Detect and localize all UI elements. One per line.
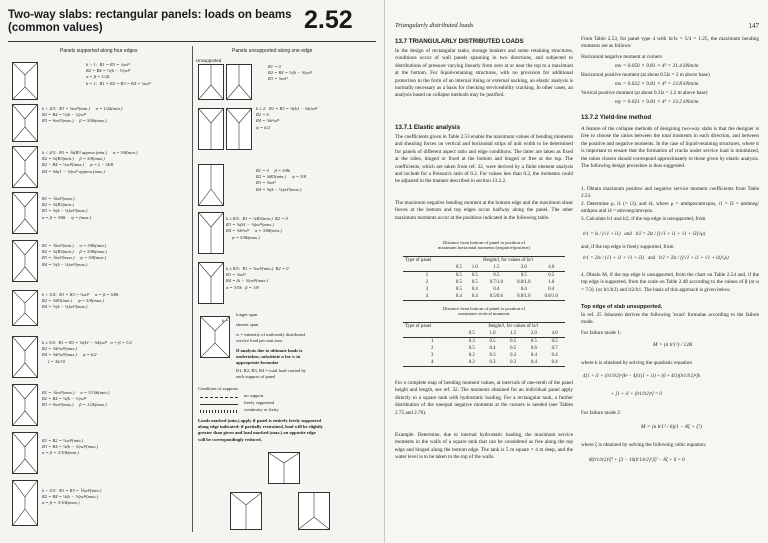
table1-caption-2: maximum horizontal moments (negative/positive)	[438, 245, 530, 250]
table-cell: 0.2	[468, 360, 475, 365]
table-cell: 0.6	[530, 346, 537, 351]
table-cell: 0.5	[530, 339, 537, 344]
paragraph: In ref. 25 Johansen derives the following 'exact' formulae according to the failure mode.	[581, 312, 759, 326]
paragraph: For failure mode 2:	[581, 410, 622, 416]
table-cell: 0.3	[489, 360, 496, 365]
table-row	[403, 286, 565, 293]
table-header: 1.5	[510, 331, 517, 336]
table-cell: 0.8/1.0	[517, 294, 531, 299]
table-cell: 0.4	[551, 360, 558, 365]
table-cell: 0.4	[530, 360, 537, 365]
table-header: Height/l, for values of lz/l	[488, 324, 539, 329]
table-cell: 0.4	[489, 346, 496, 351]
table-cell: 0.5	[471, 273, 478, 278]
panel-diagram	[198, 212, 224, 254]
table-cell: 0.3	[489, 353, 496, 358]
table-row	[403, 345, 565, 352]
panel-diagram	[226, 64, 252, 100]
paragraph: and, if the top edge is freely supported, from	[581, 244, 674, 250]
table-cell: 4	[431, 360, 434, 365]
formula-row: R1 = ⅙wl²(max.) R2 = ⅛(R3(min.) R3 = ⅛(k − ⅛)wl²(max.) α = β = 3/8k ψ = (max.)	[42, 196, 92, 220]
panel-diagram	[198, 64, 224, 100]
table-cell: 0.4	[530, 353, 537, 358]
formula-row: R1 = 0 R2 = R4 = ½(k − ⅛)wl² R3 = ⅛wl²	[268, 64, 313, 82]
table-cell: 0.5	[551, 339, 558, 344]
formula-row: k ≤ 5/4: R1 = R3 = ⅛(k1 − ⅛k)wl² α = β = 1/2 R2 = ⅛k²wl²(max.) R4 = ⅛k²wl²(max.) ψ = k/2 ζ = 3k/10	[42, 340, 132, 364]
table-cell: 0.4	[520, 287, 527, 292]
footnote: Loads marked (min.) apply if panel is entirely freely supported along edge indicated: if partially restrained, load will be slightly greater than given and load marked (max.) on opposite edge will be correspondingly reduced.	[198, 418, 323, 442]
freely-supported-line	[200, 404, 238, 405]
panel-diagram	[226, 108, 252, 150]
table-header: 4.0	[551, 331, 558, 336]
table-header: 0.5	[468, 331, 475, 336]
table-cell: 0.3	[510, 353, 517, 358]
small-diagram	[230, 492, 262, 530]
paragraph: Horizontal negative moment at corners	[581, 54, 662, 60]
panel-diagram	[12, 432, 38, 474]
title-line-1: Two-way slabs: rectangular panels: loads on beams	[8, 9, 292, 21]
table-cell: 0.5	[489, 339, 496, 344]
step: 3. Calculate lr1 and lr2, if the top edge is unsupported, from	[581, 216, 706, 222]
panel-diagram	[12, 146, 38, 188]
table-cell: 0.8/1.0	[544, 294, 558, 299]
equation: 4[1 + i1 + (lr1/lr2)²]k² − 4[i1(1 + i1) + (6 + 4i1)(lr1/lr2)²]k	[583, 374, 701, 379]
table-row	[403, 279, 565, 286]
col-head-left: Panels supported along four edges	[60, 48, 138, 54]
section-heading: 13.7.1 Elastic analysis	[395, 124, 461, 131]
table1-caption	[403, 240, 565, 250]
table2-caption	[403, 306, 565, 316]
table-header: 2.0	[530, 331, 537, 336]
fixity-line	[200, 410, 238, 413]
equation: 8(lr1/lr2)²ζ³ + [3 − 16(lr1/lr2)²]ζ² − 8ζ + 6 = 0	[589, 458, 685, 463]
paragraph: where k is obtained by solving the quadratic equation	[581, 360, 692, 366]
key-r: R1, R2, R3, R4 = total load carried by each support of panel	[236, 368, 307, 380]
table-cell: 0.7	[551, 346, 558, 351]
paragraph: For a complete map of bending moment values, at intervals of one-tenth of the panel height and length, see ref. 32. The moments obtained for an individual panel apply directly to a square tank with hydrostatic loading. For a rectangular tank, a further distribution of the unequal negative moments at the corners is needed (see Tables 2.75 and 2.76).	[395, 380, 573, 416]
table-row	[403, 272, 565, 280]
paragraph: The maximum negative bending moment at the bottom edge and the maximum shear forces at the bottom and top edges occur halfway along the panel. The other maximum moments occur at the positions indicated in the following table.	[395, 200, 573, 221]
right-page-number: 147	[748, 22, 759, 30]
formula-row: k < 5/3: R1 = R3 = ⅙wl²(min.) R2 = R4 = ⅛(k − ⅛)wl²(max.) α = β = 3/10k(max.)	[42, 488, 102, 506]
table-cell	[403, 264, 451, 272]
paragraph: where ζ is obtained by solving the following cubic equation:	[581, 442, 707, 448]
panel-diagram	[12, 62, 38, 100]
step: 2. Determine μ, i1 (= i3), and i4, where μ = αmhpos/αmvpos, i1 = i3 = αmhneg/αmhpos and i4 = αmvneg/αmvpos.	[581, 201, 759, 215]
cond-fixity: continuity or fixity	[244, 407, 279, 412]
paragraph: Vertical positive moment (at about 0.3lz = 1.2 m above base)	[581, 90, 708, 96]
col-head-right: Panels unsupported along one edge	[232, 48, 313, 54]
panel-diagram	[12, 384, 38, 426]
panel-diagram	[12, 104, 38, 142]
paragraph: From Table 2.53, for panel type 4 with lz/lx = 5/4 = 1.25, the maximum bending moments are as follows:	[581, 36, 759, 50]
formula-row: R1 = ⅙wl²(min.) α = 3/8k(min.) R2 = ⅛(R3(min.) β = 5/8k(max.) R3 = ⅙wl²(max.) ψ = 5/8(max.) R4 = ½(k − ⅛)wl²(max.)	[42, 243, 107, 267]
table1	[403, 256, 565, 301]
equation: lr1 = 2lx / (√1 + i1 + √1 + i3) and lr2 = 2lz / ([√1 + i1 + √1 + i4]√μ)	[583, 256, 729, 261]
equation: my = 0.021 × 9.81 × 4³ = 13.2 kNm/m	[615, 99, 699, 105]
formula-row: k ≥ 8/5: R1 = ⅛wl²(min.) R2 = 0 R3 = ⅛wl² R4 = (k − ⅛)wl²(max.) α = 3/5k β = 1/8	[226, 266, 289, 290]
formula-row: R1 = ⅙wl²(max.) α = 3/10k(min.) R2 = R4 = ⅛(k − ½)wl² R3 = ⅜wl²(max.) β = 1/2k(max.)	[42, 390, 110, 408]
no-support-line	[200, 397, 238, 398]
table-cell: 0.5	[471, 280, 478, 285]
small-diagram	[298, 492, 330, 530]
table-cell: 1.0	[548, 280, 555, 285]
table-cell: 3	[425, 287, 429, 292]
table-cell: 0.5	[455, 273, 462, 278]
step: 4. Obtain M, if the top edge is unsupported, from the chart on Table 2.54 and, if the top edge is supported, from the scale on Table 2.48 according to the values of β (or α = 7/3). (or lr1/lr2) and lr2/lr1. The basis of this approach is given below.	[581, 272, 759, 293]
column-divider	[192, 46, 193, 532]
table-cell: 0.5	[468, 346, 475, 351]
left-page-number: 2.52	[304, 6, 353, 34]
equation: M = (n lr1² / 6)(1 − 8ζ + ζ²)	[641, 424, 702, 430]
table-cell: 0.5	[520, 273, 527, 278]
panel-diagram	[198, 108, 224, 150]
table-header: Height/l, for values of lz/l	[483, 258, 533, 263]
table2	[403, 322, 565, 367]
formula-row: k < 4/3: R1 = ⅙(R3 approx.(min.) α = 5/8(min.) R2 = ⅛(R3(min.) β = 5/8(max.) R2 − R4 = ⅛wl²(max.) ψ = ζ − 3k/8 R4 = ⅝k(1 − ⅛)wl² approx.(max.)	[42, 150, 138, 174]
table-cell: 1	[431, 339, 434, 344]
key-w: w = intensity of uniformly distributed service load per unit area	[236, 332, 306, 344]
paragraph: A feature of the collapse methods of designing two-way slabs is that the designer is free to choose the ratios between the total moments in each direction, and between the positive and negative moments. In the case of liquid-retaining structures, where it is important to ensure that the formation of cracks under service load is minimized, the ratios chosen should correspond approximately to those given by elastic analysis. The following design procedure is thus suggested.	[581, 126, 759, 170]
table-cell: 0.4	[471, 294, 478, 299]
table-cell: 4	[425, 294, 429, 299]
formula-row: k < 5/4: R1 = R3 = ⅛wl² α = β = 5/8k R2 = ⅛R3(min.) ψ = 5/8(max.) R4 = ½(k − ⅛)wl²(max.)	[42, 292, 119, 310]
cond-freely-supported: freely supported	[244, 400, 274, 405]
table-cell: 2	[431, 346, 434, 351]
panel-diagram	[12, 192, 38, 234]
table-cell: 3	[431, 353, 434, 358]
table-header: 1.5	[493, 265, 500, 270]
table-cell: 2	[425, 280, 429, 285]
key-shorter-span: shorter span	[236, 322, 259, 327]
table-row	[403, 359, 565, 366]
equation: mx = 0.050 × 9.81 × 4³ = 31.4 kNm/m	[615, 63, 699, 69]
table-cell	[403, 330, 461, 338]
small-diagram	[268, 452, 300, 484]
table-cell: Type of panel	[405, 258, 432, 263]
table2-caption-1: Distance from bottom of panel to position of	[442, 306, 526, 311]
running-head: Triangularly distributed loads	[395, 22, 474, 29]
equation: M = (n lr1²) / 12K	[653, 342, 693, 348]
table-cell: 0.4	[493, 287, 500, 292]
title-line-2: (common values)	[8, 22, 103, 34]
table-cell: 0.5	[455, 287, 462, 292]
table-header: 2.0	[520, 265, 527, 270]
formula-row: k > 1: R1 = R3 = ¼wl² R2 = R4 = ½(k − ½)wl² α = β = 1/2k k = 1: R1 = R2 = R3 = R4 = ¼wl²	[86, 62, 151, 86]
panel-diagram	[198, 262, 224, 304]
table-cell: 0.7/1.0	[489, 280, 504, 285]
table-row	[403, 352, 565, 359]
subheading: Top edge of slab unsupported.	[581, 304, 663, 310]
table-cell: 0.5	[510, 346, 517, 351]
paragraph: Horizontal positive moment (at about 0.5lz = 2 m above base)	[581, 72, 710, 78]
cond-no-support: no support	[244, 393, 264, 398]
formula-row: R1 = 0 β = 5/8k R2 = ⅛R3(min.) ψ = 5/8 R3 = ⅛wl² R4 = ⅛(k − ⅛)wl²(max.)	[256, 168, 307, 192]
table-row	[403, 293, 565, 300]
table-cell: 0.8/1.0	[517, 280, 531, 285]
table-header: 1.0	[471, 265, 478, 270]
panel-diagram	[198, 164, 224, 206]
table-cell: 0.5	[548, 273, 555, 278]
table2-caption-2: maximum vertical moments	[458, 311, 510, 316]
paragraph: In the design of rectangular tanks, storage bunkers and some retaining structures, conditions occur of wall panels spanning in two directions, and subjected to distributions of pressure varying linearly from zero at or near the top to a maximum at the bottom. For liquid-retaining structures, with no provision for additional protection in the form of an internal lining or external nacking, an elastic analysis is normally necessary as a basis for checking serviceability cracking. In other cases, an analysis based on collapse methods may be justified.	[395, 48, 573, 99]
table-cell: 0.4	[548, 287, 555, 292]
equation: + [1 + i1 + (lr1/lr2)²] = 0	[611, 392, 662, 397]
formula-row: R1 = R2 = ⅛wl²(min.) R3 = R4 = ⅛(k − ⅛)wl²(max.) α = β = 3/10k(min.)	[42, 438, 98, 456]
table-header: 1.0	[489, 331, 496, 336]
table-cell: 0.4	[471, 287, 478, 292]
unsupported-label: Unsupported	[196, 58, 222, 63]
key-longer-span: longer span	[236, 312, 258, 317]
key-note: If analysis due to ultimate loads is undertaken, substitute n for w in appropriate formulae	[236, 348, 303, 366]
table-cell: 0.3	[468, 339, 475, 344]
step: 1. Obtain maximum positive and negative service moment coefficients from Table 2.53.	[581, 186, 759, 200]
title-rule	[8, 41, 376, 42]
section-heading: 13.7 TRIANGULARLY DISTRIBUTED LOADS	[395, 38, 524, 45]
paragraph: For failure mode 1:	[581, 330, 622, 336]
equation: mx = 0.022 × 9.81 × 4³ = 13.8 kNm/m	[615, 81, 699, 87]
equation: lr1 = lx / (√1 + i1) and lr2 = 2lz / ([√1 + i1 + √1 + i3]√μ)	[583, 232, 706, 237]
table-cell: 0.5/0.6	[489, 294, 504, 299]
right-page	[384, 0, 768, 543]
panel-diagram	[12, 240, 38, 282]
key-k: k =	[222, 318, 229, 323]
conditions-title: Condition of supports	[198, 386, 239, 391]
formula-row: k < 4/3: R1 = ⅛wl²(min.) α = 1/2k(min.) R2 = R4 = ½(k − ¼)wl² R3 = ⅜wl²(max.) β = 5/6k(max.)	[42, 106, 123, 124]
formula-row: k ≥ 2: R1 = R3 = ⅛(k1 − ⅛k)wl² R2 = 0 R4 = ⅛k²wl² ψ = k/2	[256, 106, 318, 130]
table-cell: 0.2	[468, 353, 475, 358]
table-cell: 0.5	[455, 280, 462, 285]
table1-caption-1: Distance from bottom of panel to position of	[442, 240, 526, 245]
panel-diagram	[12, 290, 38, 326]
table-header: 4.0	[548, 265, 555, 270]
table-cell: 0.4	[455, 294, 462, 299]
table-cell: 0.5	[493, 273, 500, 278]
table-row	[403, 338, 565, 346]
page-title	[8, 9, 292, 35]
panel-diagram	[12, 336, 38, 378]
table-cell: Type of panel	[405, 324, 432, 329]
formula-row: k ≥ 8/5: R1 = ⅛R3(min.) R2 = 0 R3 = ⅛(k1 − ⅛)wl²(max.) R4 = ⅛k²wl² α = 3/8k(min.) ψ = 5/8k(max.)	[226, 216, 288, 240]
section-heading: 13.7.2 Yield-line method	[581, 114, 652, 121]
table-cell: 0.4	[551, 353, 558, 358]
example-paragraph: Example. Determine, due to internal hydrostatic loading, the maximum service moments in the walls of a square tank that can be considered as free along the top edge and hinged along the bottom edge. The tank is 5 m square × 4 m deep, and the water level is to be taken to the top of the walls.	[395, 432, 573, 461]
paragraph: The coefficients given in Table 2.53 enable the maximum values of bending moments and shearing forces on vertical and horizontal strips of unit width to be determined for panels of different aspect ratio and edge conditions. The latter are taken as fixed at the sides, hinged or fixed at the bottom and hinged or free at the top. The coefficients, which are taken from ref. 32, were derived by a finite element analysis and include for a Poisson's ratio of 0.2. For values less than 0.2, the moments could be adjusted in the manner described in section 13.2.2.	[395, 134, 573, 185]
table-header: 0.5	[455, 265, 462, 270]
table-cell: 0.3	[510, 360, 517, 365]
table-cell: 0.5	[510, 339, 517, 344]
table-cell: 1	[425, 273, 429, 278]
panel-diagram	[12, 480, 38, 526]
